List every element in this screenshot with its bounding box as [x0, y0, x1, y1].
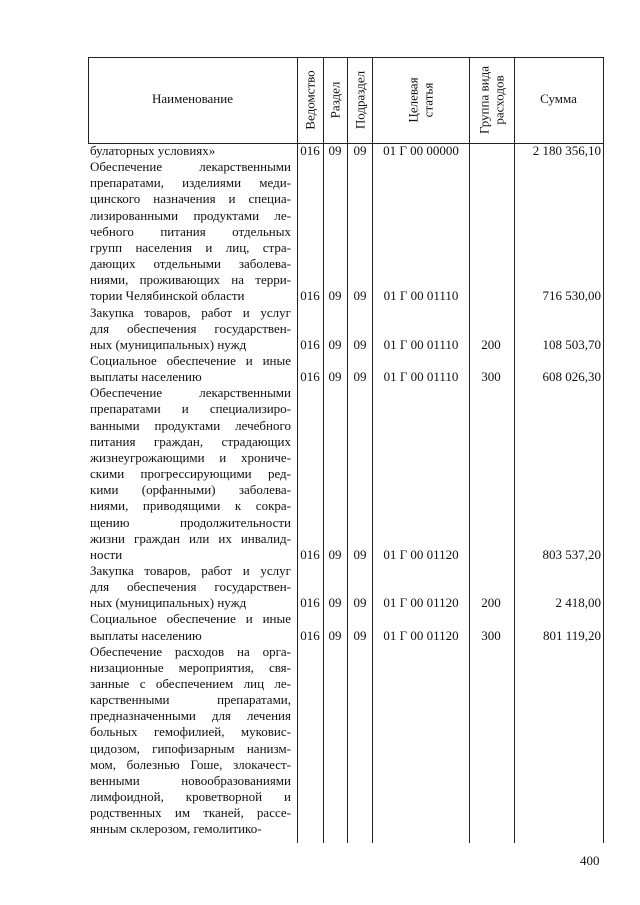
col-divider	[469, 57, 470, 843]
row-name-line: Закупка товаров, работ и услуг	[90, 304, 291, 320]
cell-section: 09	[328, 627, 342, 643]
page-number: 400	[580, 853, 600, 868]
cell-sum: 2 418,00	[555, 595, 601, 611]
row-name-line: питания граждан, страдающих	[90, 433, 291, 449]
cell-section: 09	[328, 369, 342, 385]
row-name-line: ности	[90, 546, 123, 562]
row-name-line: щению продолжительности	[90, 514, 291, 530]
row-name-line: Обеспечение лекарственными	[90, 385, 291, 401]
row-name-line: янным склерозом, гемолитико-	[90, 821, 262, 837]
row-name-line: препаратами, изделиями меди-	[90, 175, 291, 191]
header-name: Наименование	[152, 91, 233, 106]
cell-group: 200	[481, 595, 501, 611]
row-name-line: кими (орфанными) заболева-	[90, 482, 291, 498]
col-divider	[347, 57, 348, 843]
row-name-line: цинского назначения и специа-	[90, 191, 291, 207]
col-divider	[514, 57, 515, 843]
row-name-line: препаратами и специализиро-	[90, 401, 291, 417]
row-name-line: дающих отдельными заболева-	[90, 256, 291, 272]
cell-department: 016	[300, 627, 320, 643]
cell-sum: 801 119,20	[542, 627, 601, 643]
row-name-line: ных (муниципальных) нужд	[90, 336, 247, 352]
cell-target: 01 Г 00 01110	[383, 288, 459, 304]
row-name	[90, 563, 291, 611]
cell-section: 09	[328, 546, 342, 562]
row-name-line: низационные мероприятия, свя-	[90, 659, 291, 675]
row-name-line: лизированными продуктами ле-	[90, 207, 291, 223]
cell-sum: 608 026,30	[542, 369, 601, 385]
cell-target: 01 Г 00 00000	[383, 143, 459, 158]
row-name-line: Социальное обеспечение и иные	[90, 611, 291, 627]
row-name-line: предназначенными для лечения	[90, 708, 291, 724]
row-name-line: групп населения и лиц, стра-	[90, 239, 291, 255]
row-name-line: ных (муниципальных) нужд	[90, 595, 247, 611]
cell-subsection: 09	[353, 143, 367, 158]
row-name-line: чебного питания отдельных	[90, 223, 291, 239]
header-sum: Сумма	[540, 91, 577, 106]
row-name	[90, 159, 291, 304]
row-name	[90, 644, 291, 838]
header-group-line1: Группа вида	[476, 66, 492, 134]
table-left-border	[88, 57, 89, 143]
cell-group: 300	[481, 627, 501, 643]
cell-sum: 803 537,20	[542, 546, 601, 562]
col-divider	[372, 57, 373, 843]
cell-sum: 108 503,70	[542, 336, 601, 352]
row-name-line: выплаты населению	[90, 369, 202, 385]
cell-target: 01 Г 00 01110	[383, 369, 459, 385]
row-name-line: Обеспечение лекарственными	[90, 159, 291, 175]
cell-group: 200	[481, 336, 501, 352]
row-name-line: мом, болезнью Гоше, злокачест-	[90, 756, 291, 772]
row-name-line: венными новообразованиями	[90, 772, 291, 788]
header-target-line2: статья	[420, 82, 436, 118]
row-name-line: лимфоидной, кроветворной и	[90, 789, 291, 805]
cell-group: 300	[481, 369, 501, 385]
header-department: Ведомство	[302, 70, 318, 130]
col-divider	[297, 57, 298, 843]
row-name-line: ниями, проживающих на терри-	[90, 272, 291, 288]
row-name-line: Закупка товаров, работ и услуг	[90, 562, 291, 578]
header-section: Раздел	[327, 81, 343, 119]
row-name	[90, 385, 291, 563]
row-name-line: больных гемофилией, муковис-	[90, 724, 291, 740]
row-name-line: для обеспечения государствен-	[90, 579, 291, 595]
row-name-line: тории Челябинской области	[90, 288, 245, 304]
cell-target: 01 Г 00 01120	[383, 595, 459, 611]
row-name-line: выплаты населению	[90, 627, 202, 643]
table-top-border	[88, 57, 603, 58]
row-name-line: ниями, приводящими к сокра-	[90, 498, 291, 514]
cell-section: 09	[328, 595, 342, 611]
cell-target: 01 Г 00 01120	[383, 546, 459, 562]
row-name-line: жизнеугрожающими и хрониче-	[90, 449, 291, 465]
cell-subsection: 09	[353, 336, 367, 352]
row-name-line: карственными препаратами,	[90, 692, 291, 708]
cell-target: 01 Г 00 01110	[383, 336, 459, 352]
cell-section: 09	[328, 288, 342, 304]
cell-department: 016	[300, 369, 320, 385]
row-name-line: родственных им тканей, рассе-	[90, 805, 291, 821]
cell-subsection: 09	[353, 627, 367, 643]
row-name-line: Обеспечение расходов на орга-	[90, 643, 291, 659]
row-name	[90, 611, 291, 643]
row-name-line: занные с обеспечением лиц ле-	[90, 675, 291, 691]
row-name-line: скими прогрессирующими ред-	[90, 466, 291, 482]
cell-subsection: 09	[353, 288, 367, 304]
row-name	[90, 305, 291, 353]
row-name-line: ванными продуктами лечебного	[90, 417, 291, 433]
row-name-line: для обеспечения государствен-	[90, 320, 291, 336]
row-name-line: цидозом, гипофизарным нанизм-	[90, 740, 291, 756]
table-right-border	[603, 57, 604, 843]
col-divider	[323, 57, 324, 843]
row-name-line: жизни граждан или их инвалид-	[90, 530, 291, 546]
cell-department: 016	[300, 595, 320, 611]
cell-subsection: 09	[353, 546, 367, 562]
header-target-line1: Целевая	[405, 77, 421, 123]
cell-department: 016	[300, 546, 320, 562]
header-group-line2: расходов	[491, 75, 507, 125]
row-name	[90, 143, 291, 159]
cell-target: 01 Г 00 01120	[383, 627, 459, 643]
row-name-line: Социальное обеспечение и иные	[90, 352, 291, 368]
cell-section: 09	[328, 336, 342, 352]
cell-sum: 716 530,00	[542, 288, 601, 304]
cell-sum: 2 180 356,10	[532, 143, 601, 158]
cell-department: 016	[300, 288, 320, 304]
cell-department: 016	[300, 336, 320, 352]
header-subsection: Подраздел	[352, 70, 368, 130]
cell-subsection: 09	[353, 369, 367, 385]
cell-department: 016	[300, 143, 320, 158]
row-name-line: булаторных условиях»	[90, 143, 216, 158]
cell-section: 09	[328, 143, 342, 158]
cell-subsection: 09	[353, 595, 367, 611]
row-name	[90, 353, 291, 385]
